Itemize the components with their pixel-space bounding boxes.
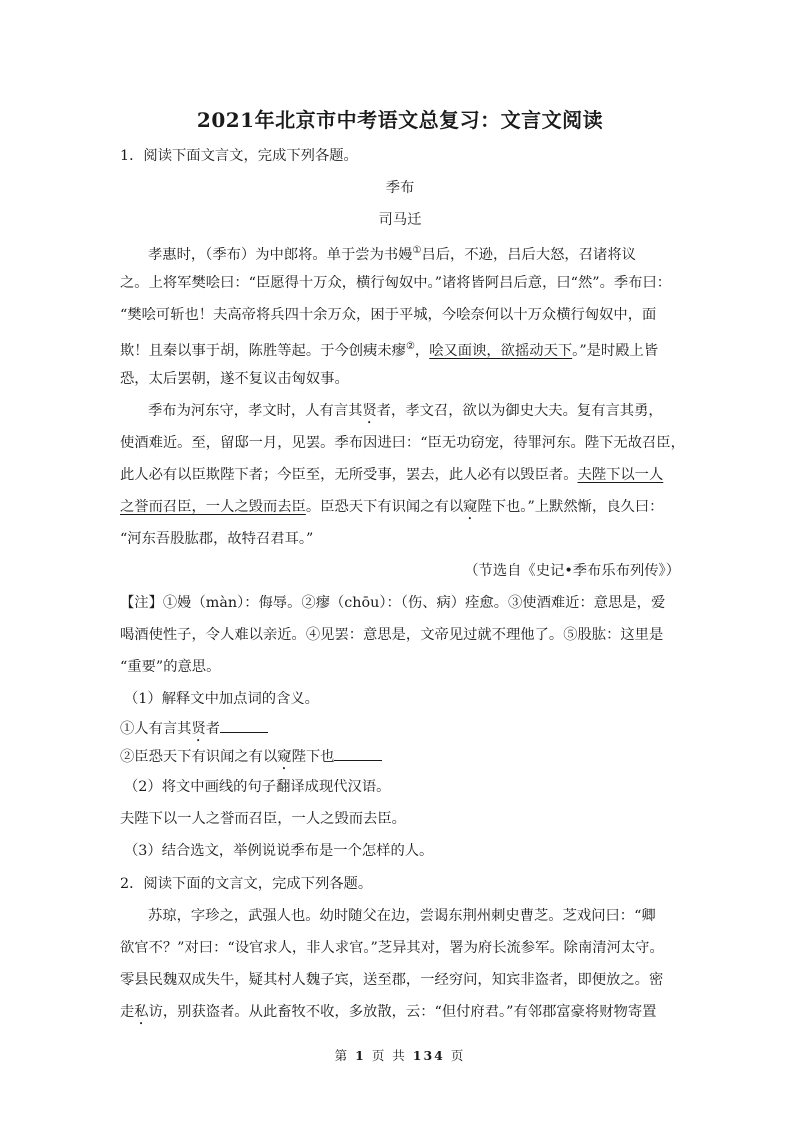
footnote-mark: ① — [412, 245, 422, 256]
notes-line-2: 喝酒使性子，令人难以亲近。④见罢：意思是，文帝见过就不理他了。⑤股肱：这里是 — [120, 627, 664, 643]
text-segment: 访，别获盗者。从此畜牧不收，多放散，云：“但付府君。”有邻郡富豪将财物寄置 — [148, 1004, 657, 1020]
passage-2-line-1 — [148, 401, 663, 427]
total-page-count: 134 — [412, 1048, 445, 1063]
passage-1-line-5: 恐，太后罢朝，遂不复议击匈奴事。 — [120, 371, 349, 387]
passage-1-line-2: 之。上将军樊哙曰：“臣愿得十万众，横行匈奴中。”诸将皆阿吕后意，曰“然”。季布曰： — [120, 275, 672, 291]
article-author: 司马迁 — [378, 212, 422, 228]
subquestion-2-sentence: 夫陛下以一人之誉而召臣，一人之毁而去臣。 — [120, 811, 406, 827]
text-segment: ， — [414, 342, 430, 359]
text-segment: 者，孝文召，欲以为御史大夫。复有言其勇， — [376, 403, 663, 419]
text-segment: 陛下也。”上默然惭，良久曰： — [477, 499, 664, 515]
subquestion-2: （2）将文中画线的句子翻译成现代汉语。 — [124, 779, 391, 795]
underlined-sentence: 之誉而召臣，一人之毁而去臣 — [120, 499, 306, 515]
notes-line-1: 【注】①嫚（màn）：侮辱。②瘳（chōu）：（伤、病）痊愈。③使酒难近：意思是，爱 — [120, 595, 666, 611]
dotted-word: 私 — [134, 1004, 149, 1020]
passage-2-line-5: “河东吾股肱郡，故特召君耳。” — [120, 531, 314, 547]
footer-text: 页 共 — [371, 1048, 407, 1063]
passage-3-line-4 — [120, 1002, 656, 1028]
text-segment: ②臣恐天下有识闻之有以 — [120, 749, 278, 765]
question-2-heading: 2．阅读下面的文言文，完成下列各题。 — [120, 876, 373, 892]
text-segment: 欺！且秦以事于胡，陈胜等起。于今创痍未瘳 — [120, 342, 406, 359]
page-title: 2021年北京市中考语文总复习：文言文阅读 — [196, 108, 604, 132]
passage-3-line-3: 零县民魏双成失牛，疑其村人魏子宾，送至郡，一经穷问，知宾非盗者，即便放之。密 — [120, 972, 664, 988]
footnote-mark: ② — [405, 341, 415, 352]
passage-1-line-1 — [148, 241, 636, 265]
notes-line-3: “重要”的意思。 — [120, 659, 221, 675]
subquestion-1-item-1 — [120, 718, 268, 745]
passage-3-line-1: 苏琼，字珍之，武强人也。幼时随父在边，尝谒东荆州刺史曹芝。芝戏问曰：“卿 — [148, 908, 656, 924]
dotted-word: 贤 — [362, 403, 377, 419]
underlined-sentence: 夫陛下以一人 — [577, 467, 664, 483]
answer-blank[interactable] — [334, 746, 382, 761]
footer-text: 页 — [450, 1048, 466, 1063]
passage-1-line-4 — [120, 337, 658, 361]
text-segment: ①人有言其 — [120, 721, 192, 737]
text-segment: 孝惠时，（季布）为中郎将。单于尝为书嫚 — [148, 246, 413, 263]
question-1-heading: 1．阅读下面文言文，完成下列各题。 — [120, 148, 358, 164]
text-segment: 陛下也 — [291, 749, 335, 765]
subquestion-3: （3）结合选文，举例说说季布是一个怎样的人。 — [124, 843, 434, 859]
answer-blank[interactable] — [220, 718, 268, 733]
text-segment: 吕后，不逊，吕后大怒，召诸将议 — [421, 246, 636, 263]
passage-1-line-3: “樊哙可斩也！夫高帝将兵四十余万众，困于平城，今哙奈何以十万众横行匈奴中，面 — [120, 307, 657, 323]
subquestion-1: （1）解释文中加点词的含义。 — [124, 691, 319, 707]
dotted-word: 窥 — [463, 499, 478, 515]
page-footer — [0, 1046, 800, 1064]
passage-2-line-3 — [120, 465, 663, 485]
passage-3-line-2: 欲官不？”对曰：“设官求人，非人求官。”芝异其对，署为府长流参军。除南清河太守。 — [120, 940, 664, 956]
passage-2-line-4 — [120, 497, 663, 523]
dotted-word: 贤 — [191, 721, 206, 737]
text-segment: 。臣恐天下有识闻之有以 — [305, 499, 464, 515]
text-segment: 者 — [205, 721, 221, 737]
underlined-sentence: 哙又面谀，欲摇动天下 — [429, 342, 573, 359]
dotted-word: 窥 — [277, 749, 292, 765]
article-title: 季布 — [385, 180, 415, 196]
current-page-number: 1 — [355, 1048, 366, 1063]
text-segment: 走 — [120, 1004, 135, 1020]
text-segment: 此人必有以臣欺陛下者；今臣至，无所受事，罢去，此人必有以毁臣者。 — [120, 467, 578, 483]
passage-2-line-2: 使酒难近。至，留邸一月，见罢。季布因进曰：“臣无功窃宠，待罪河东。陛下无故召臣， — [120, 435, 685, 451]
text-segment: 。”是时殿上皆 — [572, 342, 659, 359]
source-citation: （节选自《史记•季布乐布列传》） — [464, 563, 680, 579]
subquestion-1-item-2 — [120, 746, 382, 773]
footer-text: 第 — [334, 1048, 350, 1063]
text-segment: 季布为河东守，孝文时，人有言其 — [148, 403, 363, 419]
